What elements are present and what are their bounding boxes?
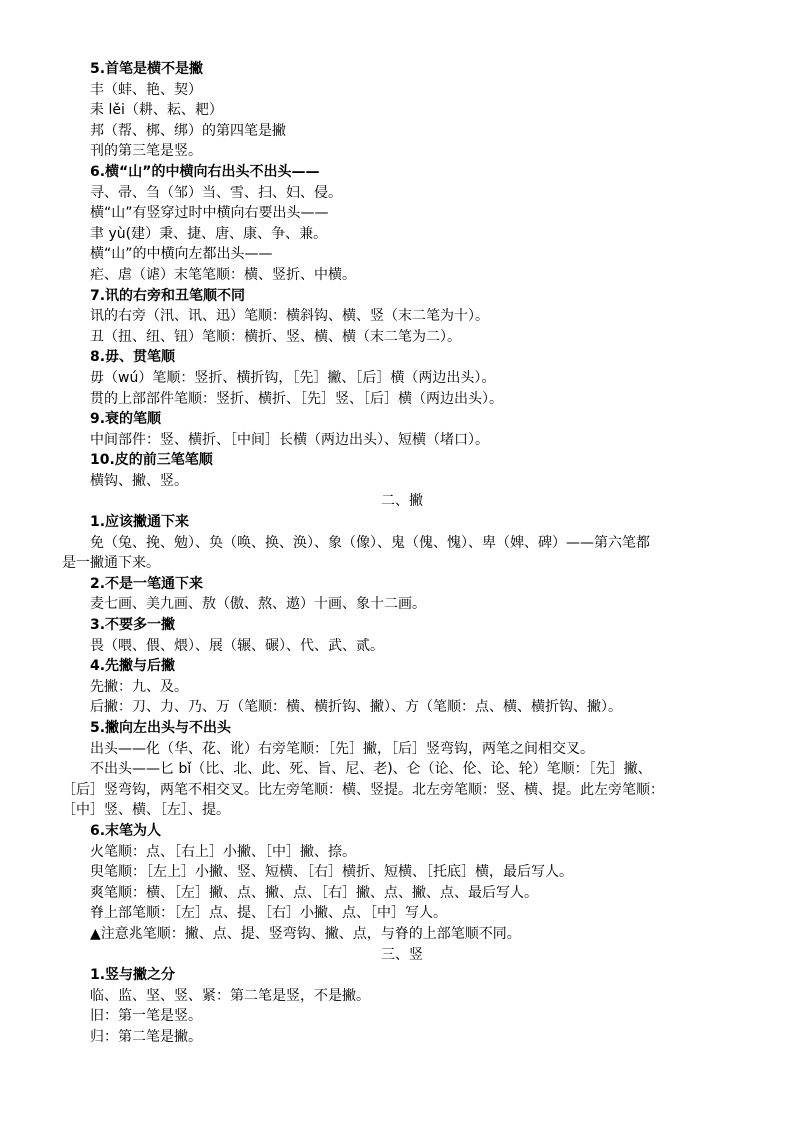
subheading: 9.衰的笔顺 <box>90 411 162 428</box>
document-body <box>62 59 742 1048</box>
text-line: 臾笔顺：［左上］小撇、竖、短横、［右］横折、短横、［托底］横，最后写人。 <box>90 864 573 881</box>
text-line: ［后］竖弯钩，两笔不相交叉。比左旁笔顺：横、竖提。北左旁笔顺：竖、横、提。此左旁笔顺： <box>62 781 664 798</box>
subheading: 3.不要多一撇 <box>90 617 176 634</box>
subheading: 7.讯的右旁和丑笔顺不同 <box>90 287 246 304</box>
text-line: 刊的第三笔是竖。 <box>90 143 202 160</box>
text-line: 横“山”的中横向左都出头—— <box>90 246 273 263</box>
text-line: 旧：第一笔是竖。 <box>90 1008 202 1025</box>
text-line: 是一撇通下来。 <box>62 555 160 572</box>
text-line: 讯的右旁（汛、讯、迅）笔顺：横斜钩、横、竖（末二笔为十）。 <box>90 308 489 325</box>
section-heading: 三、竖 <box>381 946 423 963</box>
text-line: 寻、帚、刍（邹）当、雪、扫、妇、侵。 <box>90 184 342 201</box>
text-line: 临、监、坚、竖、紧：第二笔是竖，不是撇。 <box>90 987 370 1004</box>
text-line: 聿 yù(建）秉、捷、唐、康、争、兼。 <box>90 225 328 242</box>
text-line: ［中］竖、横、［左］、提。 <box>62 802 230 819</box>
subheading: 10.皮的前三笔笔顺 <box>90 452 213 469</box>
section-heading: 二、撇 <box>381 493 423 510</box>
text-line: 脊上部笔顺：［左］点、提、［右］小撇、点、［中］写人。 <box>90 905 447 922</box>
text-line: 免（兔、挽、勉）、奂（唤、换、涣）、象（像）、鬼（傀、愧）、卑（婢、碑）——第六笔都 <box>90 534 650 551</box>
text-line: 不出头——匕 bǐ（比、北、此、死、旨、尼、老)、仑（论、伦、论、轮）笔顺：［先］撇、 <box>90 761 652 778</box>
text-line: 丑（扭、纽、钮）笔顺：横折、竖、横、横（末二笔为二）。 <box>90 328 461 345</box>
text-line: 畏（喂、偎、煨）、展（辗、碾）、代、武、贰。 <box>90 637 384 654</box>
text-line: 疟、虐（谑）末笔笔顺：横、竖折、中横。 <box>90 266 356 283</box>
text-line: 火笔顺：点、［右上］小撇、［中］撇、捺。 <box>90 843 356 860</box>
text-line: 横“山”有竖穿过时中横向右要出头—— <box>90 205 329 222</box>
subheading: 5.首笔是横不是撇 <box>90 61 204 77</box>
text-line: 先撇：九、及。 <box>90 678 188 695</box>
text-line: 丰（蚌、艳、契） <box>90 81 202 98</box>
text-line: 麦七画、美九画、敖（傲、熬、遨）十画、象十二画。 <box>90 596 426 613</box>
text-line: 毋（wú）笔顺：竖折、横折钩，［先］撇、［后］横（两边出头）。 <box>90 369 496 386</box>
text-line: 贯的上部部件笔顺：竖折、横折、［先］竖、［后］横（两边出头）。 <box>90 390 503 407</box>
note-line: ▲注意兆笔顺：撇、点、提、竖弯钩、撇、点，与脊的上部笔顺不同。 <box>90 925 521 942</box>
text-line: 归：第二笔是撇。 <box>90 1028 202 1045</box>
text-line: 耒 lěi（耕、耘、耙） <box>90 102 223 119</box>
text-line: 邦（帮、梆、绑）的第四笔是撇 <box>90 122 286 139</box>
subheading: 8.毋、贯笔顺 <box>90 349 176 366</box>
subheading: 1.应该撇通下来 <box>90 514 190 531</box>
subheading: 6.末笔为人 <box>90 822 162 839</box>
text-line: 出头——化（华、花、讹）右旁笔顺：［先］撇，［后］竖弯钩，两笔之间相交叉。 <box>90 740 594 757</box>
subheading: 6.横“山”的中横向右出头不出头—— <box>90 163 320 180</box>
subheading: 4.先撇与后撇 <box>90 658 176 675</box>
text-line: 后撇：刀、力、乃、万（笔顺：横、横折钩、撇）、方（笔顺：点、横、横折钩、撇）。 <box>90 699 622 716</box>
text-line: 横钩、撇、竖。 <box>90 472 188 489</box>
subheading: 5.撇向左出头与不出头 <box>90 720 232 736</box>
subheading: 2.不是一笔通下来 <box>90 575 204 592</box>
subheading: 1.竖与撇之分 <box>90 967 176 984</box>
text-line: 爽笔顺：横、［左］撇、点、撇、点、［右］撇、点、撇、点、最后写人。 <box>90 884 538 901</box>
text-line: 中间部件：竖、横折、［中间］长横（两边出头）、短横（堵口）。 <box>90 431 489 448</box>
